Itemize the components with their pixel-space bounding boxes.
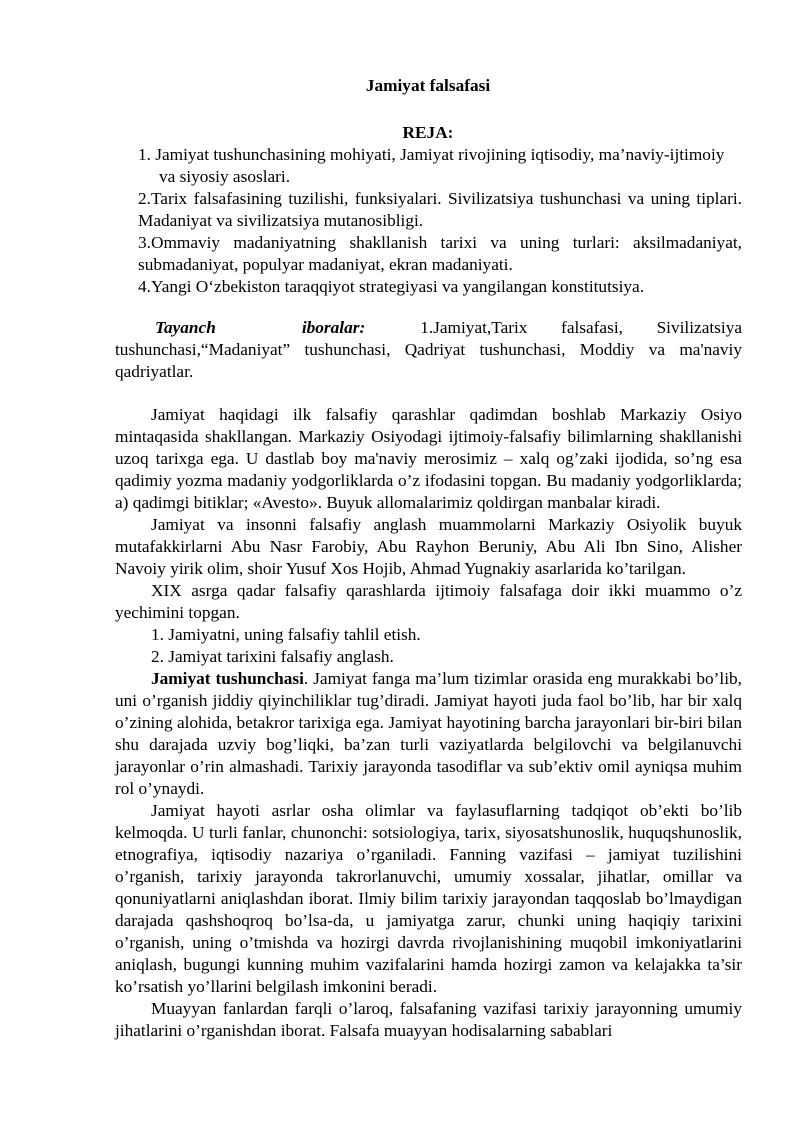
list-item-1: 1. Jamiyatni, uning falsafiy tahlil etish. — [151, 625, 421, 644]
paragraph-4 — [115, 668, 742, 800]
term-jamiyat-tushunchasi: Jamiyat tushunchasi — [151, 669, 304, 688]
keywords-label: Tayanch — [155, 318, 216, 337]
document-title: Jamiyat falsafasi — [365, 76, 491, 95]
paragraph-2: Jamiyat va insonni falsafiy anglash muammolarni Markaziy Osiyolik buyuk mutafakkirlarni Abu Nasr Farobiy, Abu Rayhon Beruniy, Abu Ali Ibn Sino, Alisher Navoiy yirik olim, shoir Yusuf Xos Hojib, Ahmad Yugnakiy asarlarida ko’tarilgan. — [115, 515, 742, 578]
keywords-label-2: iboralar: — [301, 318, 366, 337]
paragraph-4-text: . Jamiyat fanga ma’lum tizimlar orasida eng murakkabi bo’lib, uni o’rganish jiddiy qiyinchiliklar tug’diradi. Jamiyat hayoti juda faol bo’lib, har bir xalq o’zining alohida, betakror tarixiga ega. Jamiyat hayotining barcha jarayonlari bir-biri bilan shu darajada uzviy bog’liqki, ba’zan turli vaziyatlarda belgilovchi va belgilanuvchi jarayonlar o’rin almashadi. Tarixiy jarayonda tasodiflar va sub’ektiv omil ayniqsa muhim rol o’ynaydi. — [115, 669, 742, 798]
plan-list — [138, 144, 742, 298]
plan-item-1: 1. Jamiyat tushunchasining mohiyati, Jamiyat rivojining iqtisodiy, ma’naviy-ijtimoiy va siyosiy asoslari. — [138, 145, 725, 186]
keywords-section — [115, 317, 742, 383]
paragraph-6: Muayyan fanlardan farqli o’laroq, falsafaning vazifasi tarixiy jarayonning umumiy jihatlarini o’rganishdan iborat. Falsafa muayyan hodisalarning sabablari — [115, 999, 742, 1040]
paragraph-1: Jamiyat haqidagi ilk falsafiy qarashlar qadimdan boshlab Markaziy Osiyo mintaqasida shakllangan. Markaziy Osiyodagi ijtimoiy-falsafiy bilimlarning shakllanishi uzoq tarixga ega. U dastlab boy ma'naviy merosimiz – xalq og’zaki ijodida, so’ng esa qadimiy yozma madaniy yodgorliklarda o’z ifodasini topgan. Bu madaniy yodgorliklarda; a) qadimgi bitiklar; «Avesto». Buyuk allomalarimiz qoldirgan manbalar kiradi. — [115, 405, 742, 512]
paragraph-5: Jamiyat hayoti asrlar osha olimlar va faylasuflarning tadqiqot ob’ekti bo’lib kelmoqda. U turli fanlar, chunonchi: sotsiologiya, tarix, siyosatshunoslik, huquqshunoslik, etnografiya, iqtisodiy nazariya o’rganiladi. Fanning vazifasi – jamiyat tuzilishini o’rganish, tarixiy jarayonda takrorlanuvchi, umumiy xossalar, jihatlar, omillar va qonuniyatlarni aniqlashdan iborat. Ilmiy bilim tarixiy jarayondan taqqoslab bo’lmaydigan darajada qashshoqroq bo’lsa-da, u jamiyatga zarur, chunki uning haqiqiy tarixini o’rganish, uning o’tmishda va hozirgi davrda rivojlanishining muqobil imkoniyatlarini aniqlash, bugungi kunning muhim vazifalarini hamda hozirgi zamon va kelajakka ta’sir ko’rsatish yo’llarini belgilash imkonini beradi. — [115, 801, 742, 996]
paragraph-3: XIX asrga qadar falsafiy qarashlarda ijtimoiy falsafaga doir ikki muammo o’z yechimini topgan. — [115, 581, 742, 622]
plan-item-4: 4.Yangi O‘zbekiston taraqqiyot strategiyasi va yangilangan konstitutsiya. — [138, 277, 645, 296]
list-item-2: 2. Jamiyat tarixini falsafiy anglash. — [151, 647, 394, 666]
keywords-text: 1.Jamiyat,Tarix falsafasi, Sivilizatsiya tushunchasi,“Madaniyat” tushunchasi, Qadriyat tushunchasi, Moddiy va ma'naviy qadriyatlar. — [115, 318, 742, 381]
body-text — [115, 404, 742, 1042]
keywords-paragraph — [115, 317, 742, 383]
plan-item-3: 3.Ommaviy madaniyatning shakllanish tarixi va uning turlari: aksilmadaniyat, submadaniyat, populyar madaniyat, ekran madaniyati. — [138, 233, 742, 274]
plan-heading: REJA: — [402, 123, 454, 142]
plan-item-2: 2.Tarix falsafasining tuzilishi, funksiyalari. Sivilizatsiya tushunchasi va uning tiplari. Madaniyat va sivilizatsiya mutanosibligi. — [138, 189, 742, 230]
